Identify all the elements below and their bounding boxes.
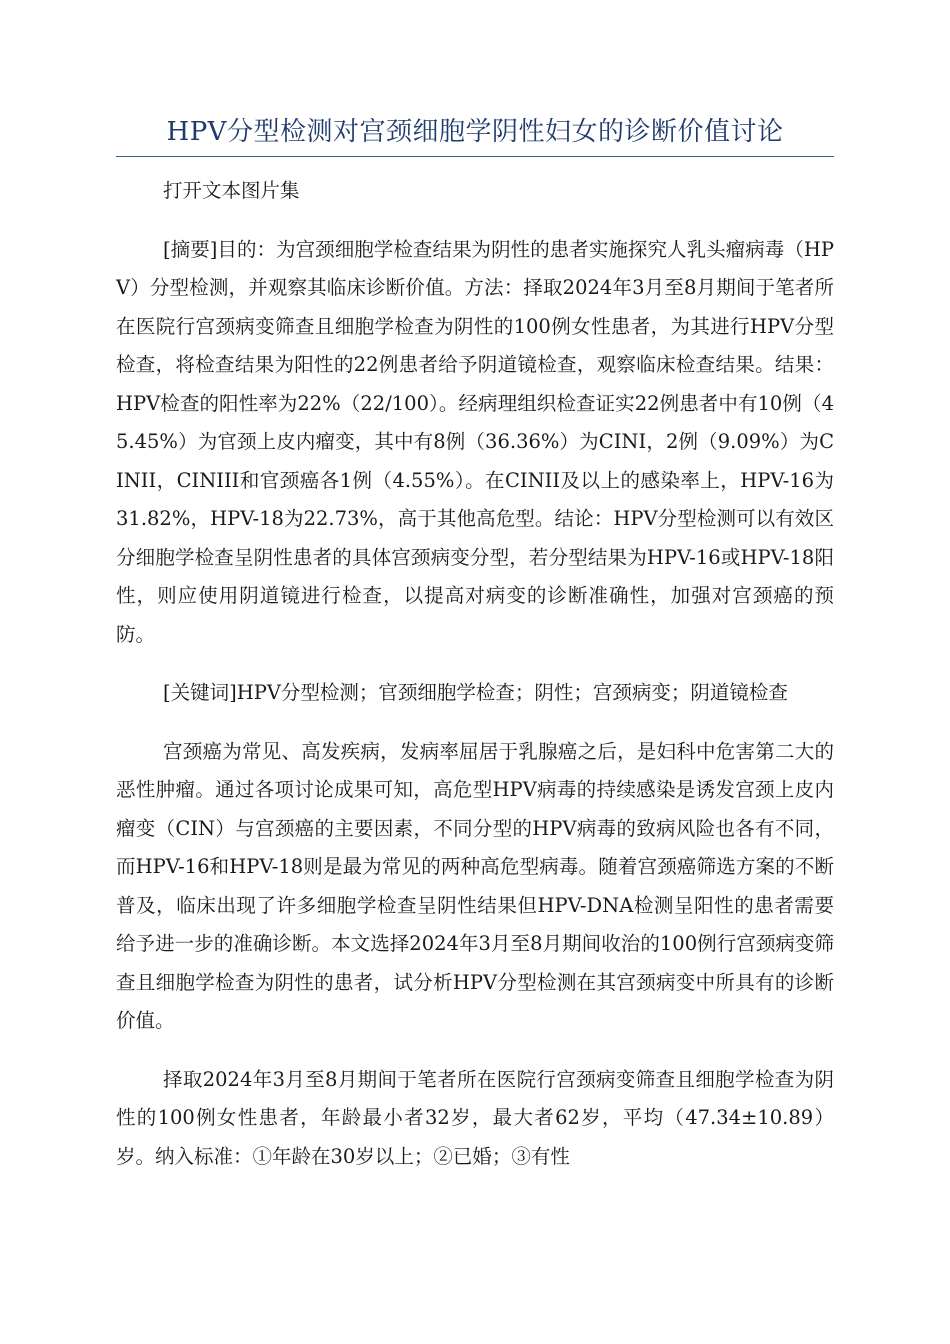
intro-paragraph: 宫颈癌为常见、高发疾病，发病率屈居于乳腺癌之后，是妇科中危害第二大的恶性肿瘤。通过各项讨论成果可知，高危型HPV病毒的持续感染是诱发宫颈上皮内瘤变（CIN）与宫颈癌的主要因素，不同分型的HPV病毒的致病风险也各有不同，而HPV-16和HPV-18则是最为常见的两种高危型病毒。随着宫颈癌筛选方案的不断普及，临床出现了许多细胞学检查呈阴性结果但HPV-DNA检测呈阳性的患者需要给予进一步的准确诊断。本文选择2024年3月至8月期间收治的100例行宫颈病变筛查且细胞学检查为阴性的患者，试分析HPV分型检测在其宫颈病变中所具有的诊断价值。 (116, 739, 834, 1032)
title-block (116, 112, 834, 157)
methods-paragraph: 择取2024年3月至8月期间于笔者所在医院行宫颈病变筛查且细胞学检查为阴性的100例女性患者，年龄最小者32岁，最大者62岁，平均（47.34±10.89）岁。纳入标准：①年龄在30岁以上；②已婚；③有性 (116, 1067, 834, 1168)
page-title: HPV分型检测对宫颈细胞学阴性妇女的诊断价值讨论 (166, 117, 784, 147)
open-gallery-link[interactable]: 打开文本图片集 (163, 179, 300, 202)
keywords-paragraph: [关键词]HPV分型检测；官颈细胞学检查；阴性；宫颈病变；阴道镜检查 (163, 681, 788, 704)
abstract-paragraph: [摘要]目的：为宫颈细胞学检查结果为阴性的患者实施探究人乳头瘤病毒（HPV）分型检测，并观察其临床诊断价值。方法：择取2024年3月至8月期间于笔者所在医院行宫颈病变筛查且细胞学检查为阴性的100例女性患者，为其进行HPV分型检查，将检查结果为阳性的22例患者给予阴道镜检查，观察临床检查结果。结果：HPV检查的阳性率为22%（22/100）。经病理组织检查证实22例患者中有10例（45.45%）为官颈上皮内瘤变，其中有8例（36.36%）为CINI，2例（9.09%）为CINII，CINIII和官颈癌各1例（4.55%）。在CINII及以上的感染率上，HPV-16为31.82%，HPV-18为22.73%，高于其他高危型。结论：HPV分型检测可以有效区分细胞学检查呈阴性患者的具体宫颈病变分型，若分型结果为HPV-16或HPV-18阳性，则应使用阴道镜进行检查，以提高对病变的诊断准确性，加强对宫颈癌的预防。 (116, 237, 834, 646)
document-body (116, 172, 834, 1196)
